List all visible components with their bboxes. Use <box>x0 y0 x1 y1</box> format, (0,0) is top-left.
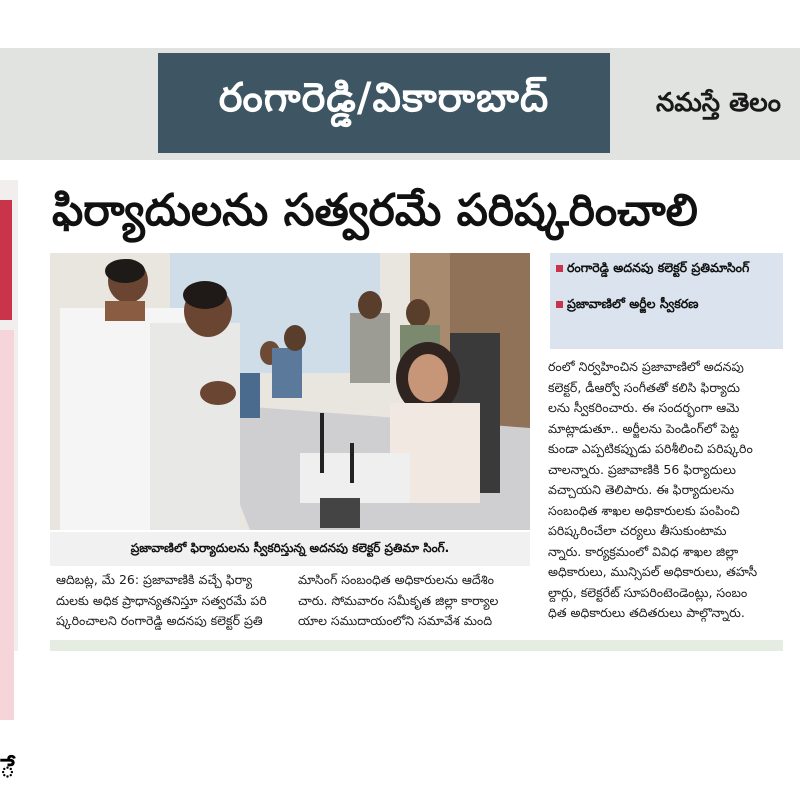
article-line: ల్దార్లు, కలెక్టరేట్ సూపరింటెండెంట్లు, సంబం <box>548 584 748 600</box>
article-line: మాసింగ్ సంబంధిత అధికారులను ఆదేశిం <box>298 572 494 587</box>
highlight-item <box>556 257 777 279</box>
article-column-1 <box>56 570 288 642</box>
newspaper-brand: నమస్తే తెలం <box>656 88 781 118</box>
bullet-icon <box>556 301 563 308</box>
article-line: యాల సముదాయంలోని సమావేశ మంది <box>298 613 493 628</box>
article-line: చారు. సోమవారం సమీకృత జిల్లా కార్యాల <box>298 592 499 608</box>
article-line: కలెక్టర్, డీఆర్వో సంగీతతో కలిసి ఫిర్యాదు <box>548 379 740 395</box>
article-line: కుండా ఎప్పటికప్పుడు పరిశీలించి పరిష్కరిం <box>548 441 753 456</box>
article-line: లను స్వీకరించారు. ఈ సందర్భంగా ఆమె <box>548 400 740 415</box>
article-line: ష్కరించాలని రంగారెడ్డి అదనపు కలెక్టర్ ప్రతి <box>56 613 263 628</box>
adjacent-page-edge <box>0 180 18 784</box>
article-line: దులకు అధిక ప్రాధాన్యతనిస్తూ సత్వరమే పరి <box>56 592 267 608</box>
article-line: చాలన్నారు. ప్రజావాణికి 56 ఫిర్యాదులు <box>548 461 736 477</box>
photo-caption: ప్రజావాణిలో ఫిర్యాదులను స్వీకరిస్తున్న అదనపు కలెక్టర్ ప్రతిమా సింగ్. <box>50 532 530 566</box>
article-line: ఆదిబట్ల, మే 26: ప్రజావాణికి వచ్చే ఫిర్యా <box>56 572 253 587</box>
adjacent-pink-block <box>0 330 14 720</box>
highlight-item <box>556 293 777 315</box>
article-line: మాట్లాడుతూ.. అర్జీలను పెండింగ్‌లో పెట్ట <box>548 420 740 436</box>
highlight-text: రంగారెడ్డి అదనపు కలెక్టర్ ప్రతిమాసింగ్ <box>567 260 750 275</box>
edition-masthead <box>158 53 610 153</box>
article-line: వచ్చాయని తెలిపారు. ఈ ఫిర్యాదులను <box>548 482 735 497</box>
top-strip <box>0 0 800 48</box>
bottom-band <box>50 640 783 651</box>
article-photo <box>50 253 530 530</box>
adjacent-text-fragment: ే <box>0 754 16 784</box>
article-line: ధిత అధికారులు తదితరులు పాల్గొన్నారు. <box>548 605 745 620</box>
article-line: రంలో నిర్వహించిన ప్రజావాణిలో అదనపు <box>548 359 744 374</box>
highlight-text: ప్రజావాణిలో అర్జీల స్వీకరణ <box>567 296 699 311</box>
highlights-box <box>550 253 783 349</box>
article-line: పరిష్కరించేలా చర్యలు తీసుకుంటామ <box>548 523 727 538</box>
article-column-3 <box>548 357 782 642</box>
article-headline: ఫిర్యాదులను సత్వరమే పరిష్కరించాలి <box>52 185 698 236</box>
article-column-2 <box>298 570 530 642</box>
bullet-icon <box>556 265 563 272</box>
edition-title: రంగారెడ్డి/వికారాబాద్ <box>218 75 550 121</box>
article-line: అధికారులు, మున్సిపల్ అధికారులు, తహసీ <box>548 564 758 579</box>
adjacent-red-block <box>0 200 12 320</box>
article-line: సంబంధిత శాఖల అధికారులకు పంపించి <box>548 502 740 518</box>
article-line: న్నారు. కార్యక్రమంలో వివిధ శాఖల జిల్లా <box>548 543 739 559</box>
